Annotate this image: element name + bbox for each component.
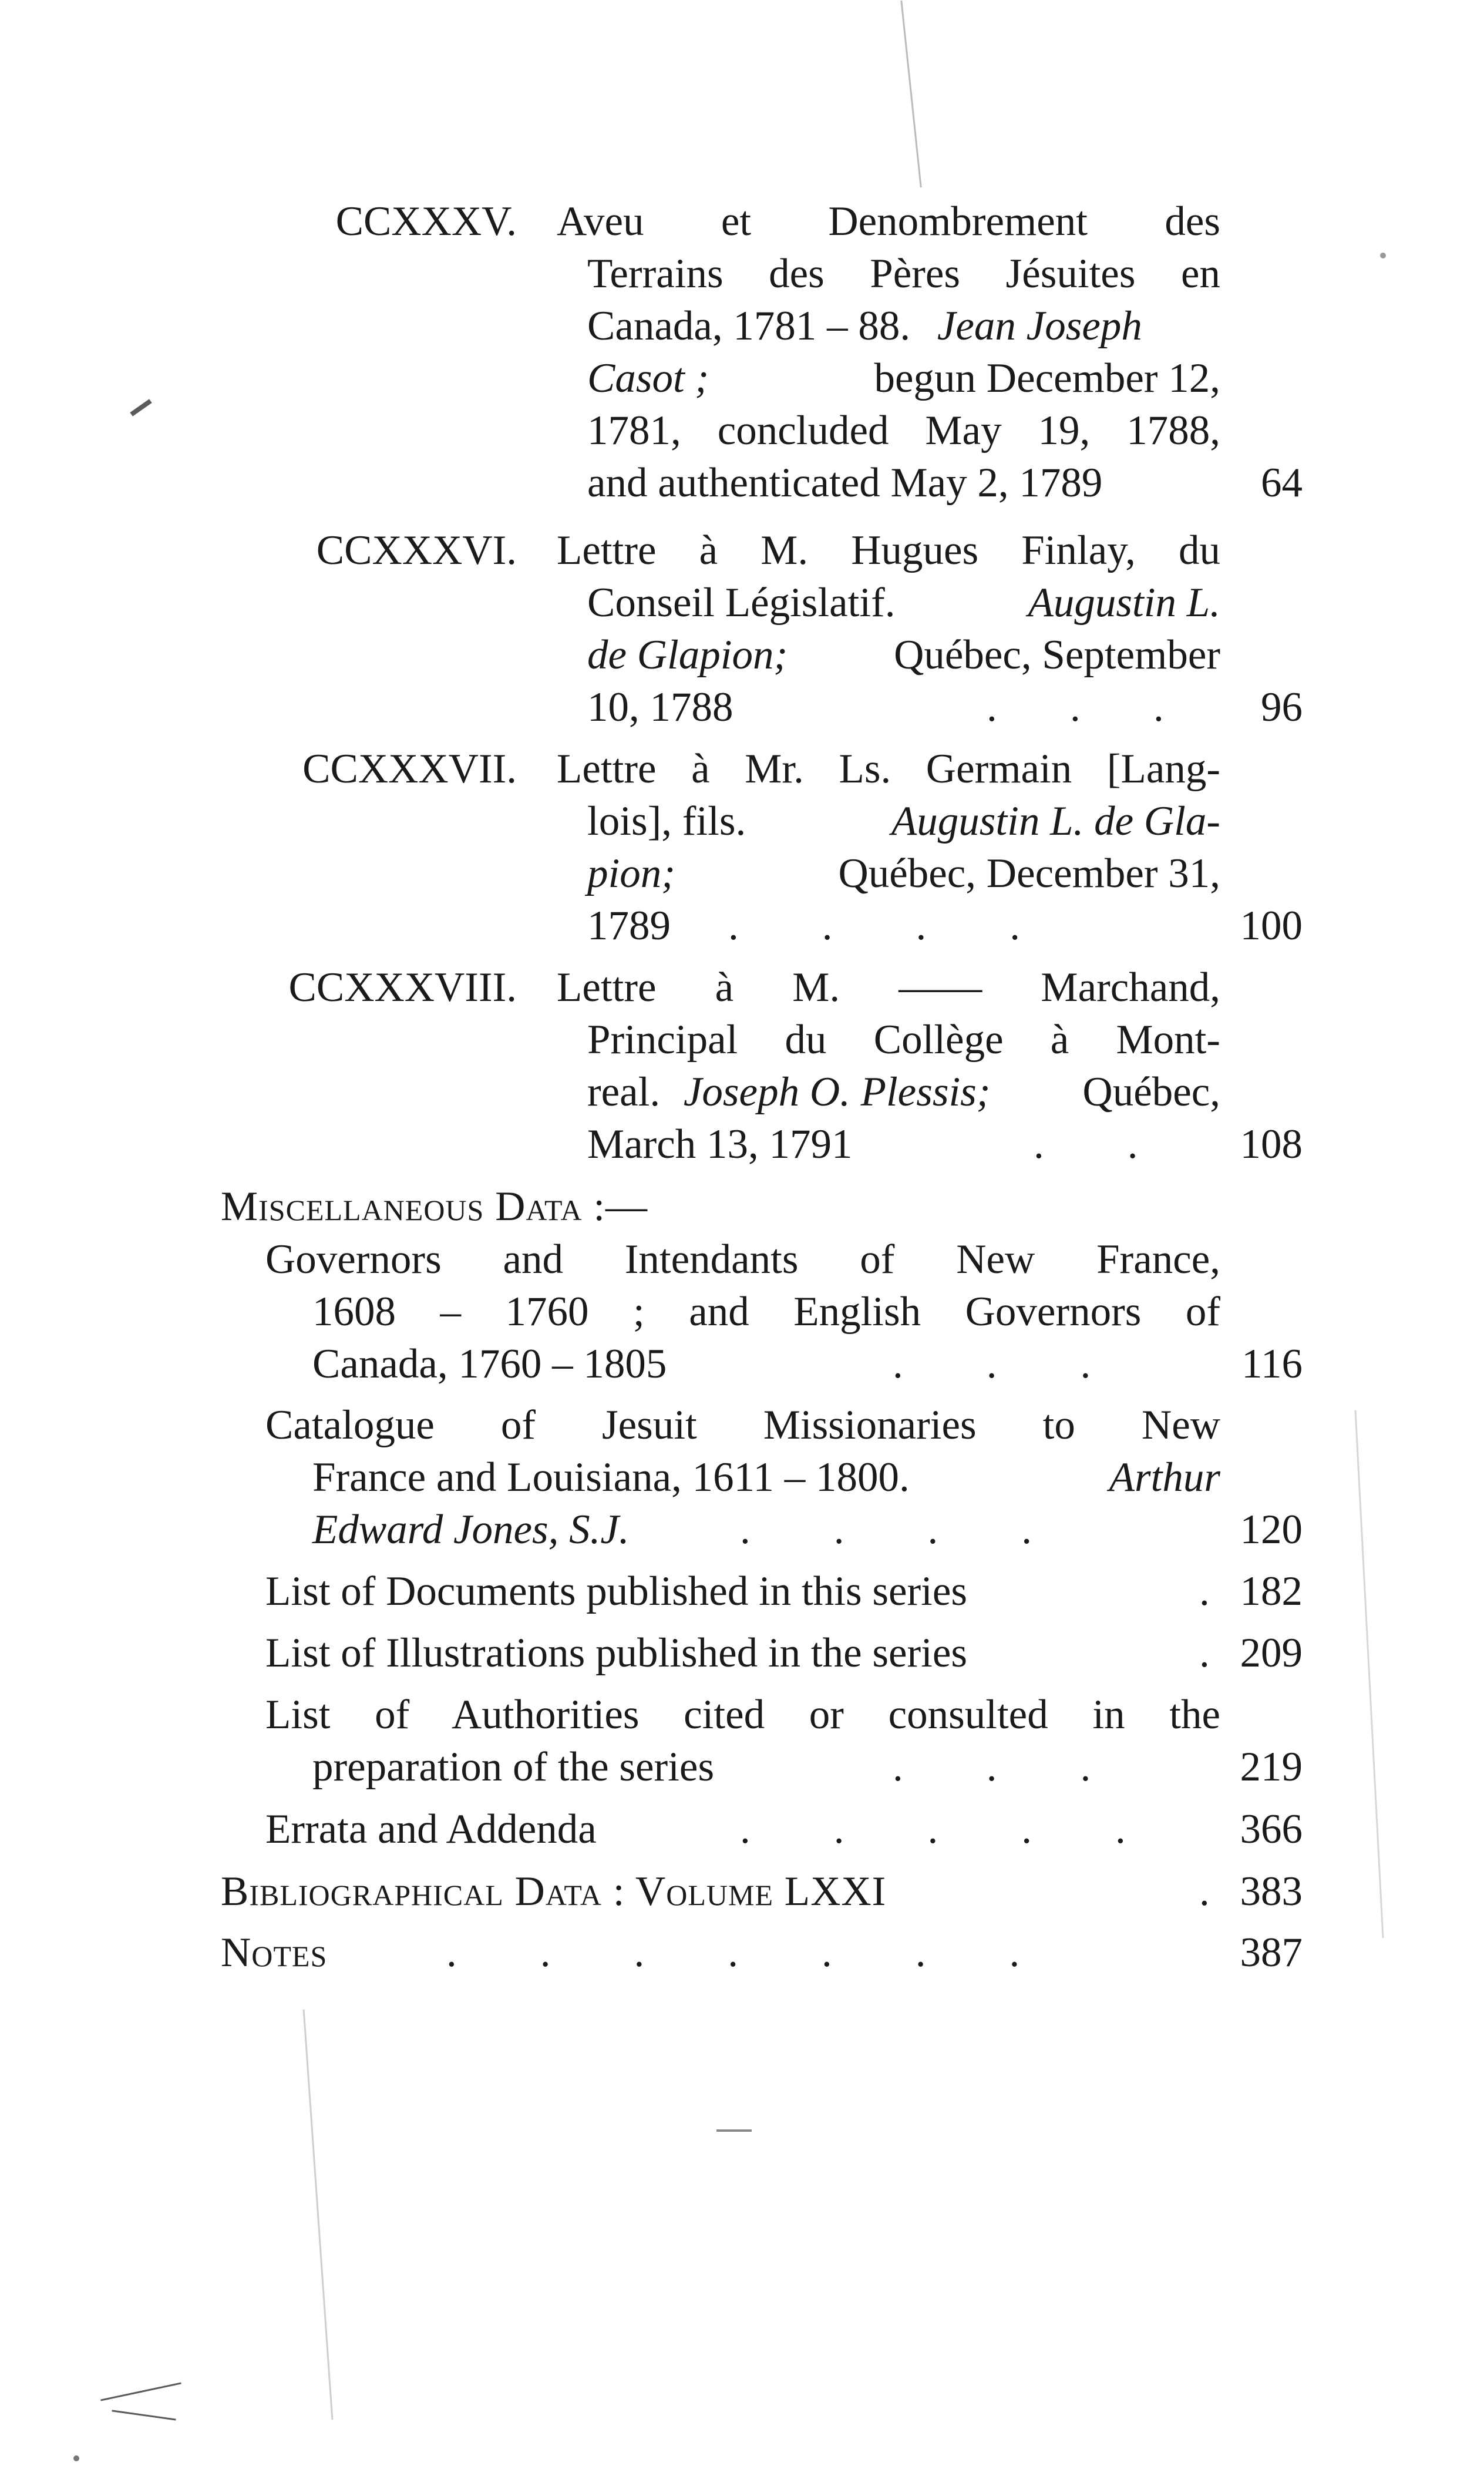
entry-title-line: Terrains des Pères Jésuites en [587,251,1220,297]
page-number: 219 [1240,1744,1303,1790]
misc-entry-line: Catalogue of Jesuit Missionaries to New [265,1402,1220,1448]
leader-dots: . . . [893,1341,1091,1387]
entry-author: Casot ; [587,355,709,401]
leader-dots: . . . . . [740,1806,1126,1852]
scan-streak [900,1,921,188]
entry-title-line: 1781, concluded May 19, 1788, [587,408,1220,453]
ink-speck [130,399,152,416]
entry-numeral: CCXXXV. [335,199,517,244]
page-number: 182 [1240,1568,1303,1614]
leader-dots: . . [1034,1121,1138,1167]
leader-dots: . [1199,1630,1210,1676]
misc-entry-line: Canada, 1760 – 1805 [312,1341,667,1387]
ink-speck [716,2129,752,2132]
page-number: 116 [1241,1341,1303,1387]
misc-entry-line: Errata and Addenda [265,1806,597,1852]
entry-title-line: real. Joseph O. Plessis; Québec, [587,1069,1220,1115]
entry-author: Joseph O. Plessis; [683,1069,991,1115]
entry-author: Edward Jones, S.J. [312,1507,630,1553]
misc-entry-line: preparation of the series [312,1744,715,1790]
entry-title-line: and authenticated May 2, 1789 [587,460,1103,506]
entry-title-line: lois], fils. Augustin L. de Gla- [587,795,1220,848]
entry-author: Augustin L. de Gla- [891,798,1220,844]
page-number: 108 [1240,1121,1303,1167]
entry-title-line: Principal du Collège à Mont- [587,1017,1220,1063]
leader-dots: . . . . [740,1507,1032,1553]
page-number: 209 [1240,1630,1303,1676]
misc-entry-line: Governors and Intendants of New France, [265,1237,1220,1282]
entry-author: Arthur [1109,1454,1220,1500]
page-number: 100 [1240,903,1303,949]
leader-dots: . . . . [728,903,1020,949]
entry-numeral: CCXXXVIII. [288,965,517,1010]
misc-entry-line: List of Authorities cited or consulted in the [265,1692,1220,1738]
ink-speck [73,2455,79,2461]
scan-streak [1354,1410,1384,1938]
entry-title-line: Lettre à M. Hugues Finlay, du [557,528,1220,573]
leader-dots: . . . [987,684,1164,730]
entry-author: pion; [587,851,675,896]
entry-title-line: pion; Québec, December 31, [587,851,1220,896]
page-number: 387 [1240,1930,1303,1976]
leader-dots: . [1199,1568,1210,1614]
misc-entry-line: 1608 – 1760 ; and English Governors of [312,1289,1220,1335]
page-number: 383 [1240,1869,1303,1914]
leader-dots: . . . [893,1744,1091,1790]
misc-entry-line: France and Louisiana, 1611 – 1800. Arthur [312,1452,1220,1504]
page-number: 64 [1261,460,1303,506]
section-heading: Bibliographical Data : Volume LXXI [221,1869,887,1914]
page-number: 120 [1240,1507,1303,1553]
section-heading: Miscellaneous Data :— [221,1184,648,1229]
entry-author: Augustin L. [1028,580,1220,626]
entry-title-line: 1789 [587,903,671,949]
misc-entry-line: List of Illustrations published in the series [265,1630,968,1676]
entry-numeral: CCXXXVI. [316,528,517,573]
misc-entry-line: List of Documents published in this series [265,1568,968,1614]
page-number: 366 [1240,1806,1303,1852]
entry-title-line: 10, 1788 [587,684,733,730]
page-number: 96 [1261,684,1303,730]
entry-author: Jean Joseph [937,303,1142,349]
entry-title-line: March 13, 1791 [587,1121,853,1167]
section-heading: Notes [221,1930,328,1976]
leader-dots: . [1199,1869,1210,1914]
scan-streak [303,2010,334,2420]
entry-title-line: Aveu et Denombrement des [557,199,1220,244]
ink-speck [112,2410,176,2420]
ink-speck [100,2382,181,2401]
entry-title-line: Conseil Législatif. Augustin L. [587,577,1220,629]
ink-speck [1380,253,1386,258]
leader-dots: . . . . . . . [446,1930,1020,1976]
entry-title-line: Lettre à Mr. Ls. Germain [Lang- [557,746,1220,792]
entry-title-line: Lettre à M. —— Marchand, [557,965,1220,1010]
entry-numeral: CCXXXVII. [302,746,517,792]
entry-author: de Glapion; [587,632,788,678]
entry-title-line: de Glapion; Québec, September [587,632,1220,678]
entry-title-line: Canada, 1781 – 88. Jean Joseph [587,303,1142,349]
entry-title-line: Casot ; begun December 12, [587,355,1220,401]
